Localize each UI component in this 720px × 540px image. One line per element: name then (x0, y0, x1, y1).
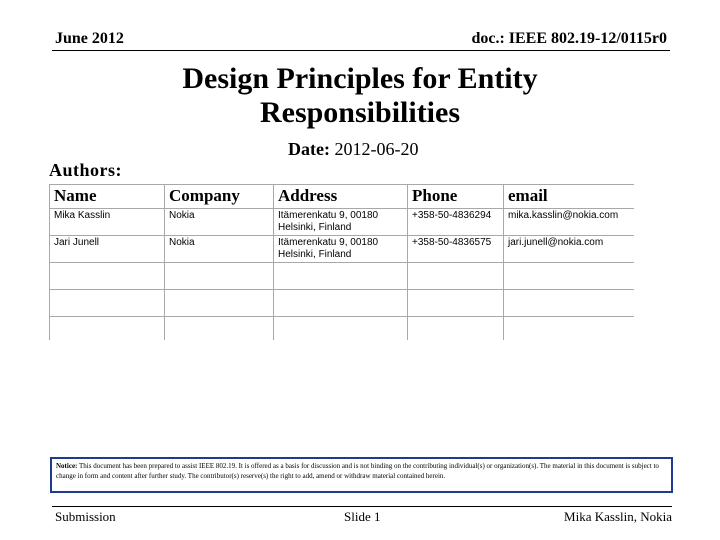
cell-address (274, 209, 408, 236)
table-row (50, 236, 635, 263)
cell-phone: +358-50-4836575 (408, 236, 504, 263)
header-date: June 2012 (55, 30, 124, 47)
cell-address (274, 236, 408, 263)
date-line (288, 139, 418, 160)
header-doc-id: doc.: IEEE 802.19-12/0115r0 (471, 30, 667, 47)
table-row-empty (50, 317, 635, 341)
notice-text: This document has been prepared to assist IEEE 802.19. It is offered as a basis for discussion and is not binding on the contributing individual(s) or organization(s). The material in this document is subject to change in form and content after further study. The contributor(s) reserve(s) the right to add, amend or withdraw material contained herein. (56, 462, 659, 480)
footer-divider (52, 506, 672, 507)
date-value: 2012-06-20 (334, 139, 419, 159)
title-line-2: Responsibilities (259, 96, 461, 129)
table-row (50, 209, 635, 236)
table-row-empty (50, 263, 635, 290)
column-header-email: email (504, 185, 635, 209)
slide-title (100, 62, 620, 130)
header-divider (52, 50, 670, 51)
address-line-2: Helsinki, Finland (278, 249, 352, 260)
table-header-row (50, 185, 635, 209)
footer-slide-number: Slide 1 (344, 509, 381, 524)
table-row-empty (50, 290, 635, 317)
footer-author: Mika Kasslin, Nokia (564, 509, 672, 524)
authors-label: Authors: (49, 160, 123, 180)
notice-label: Notice: (56, 462, 78, 470)
cell-company: Nokia (165, 236, 274, 263)
title-line-1: Design Principles for Entity (182, 62, 538, 95)
notice-box (50, 457, 673, 493)
column-header-address: Address (274, 185, 408, 209)
column-header-phone: Phone (408, 185, 504, 209)
footer-submission: Submission (55, 509, 116, 524)
date-label: Date: (288, 139, 330, 159)
address-line-2: Helsinki, Finland (278, 222, 352, 233)
address-line-1: Itämerenkatu 9, 00180 (278, 210, 379, 221)
authors-table-container (49, 184, 634, 340)
column-header-name: Name (50, 185, 165, 209)
authors-table (49, 184, 634, 340)
cell-phone: +358-50-4836294 (408, 209, 504, 236)
cell-email: jari.junell@nokia.com (504, 236, 635, 263)
cell-email: mika.kasslin@nokia.com (504, 209, 635, 236)
address-line-1: Itämerenkatu 9, 00180 (278, 237, 379, 248)
cell-company: Nokia (165, 209, 274, 236)
cell-name: Mika Kasslin (50, 209, 165, 236)
cell-name: Jari Junell (50, 236, 165, 263)
column-header-company: Company (165, 185, 274, 209)
